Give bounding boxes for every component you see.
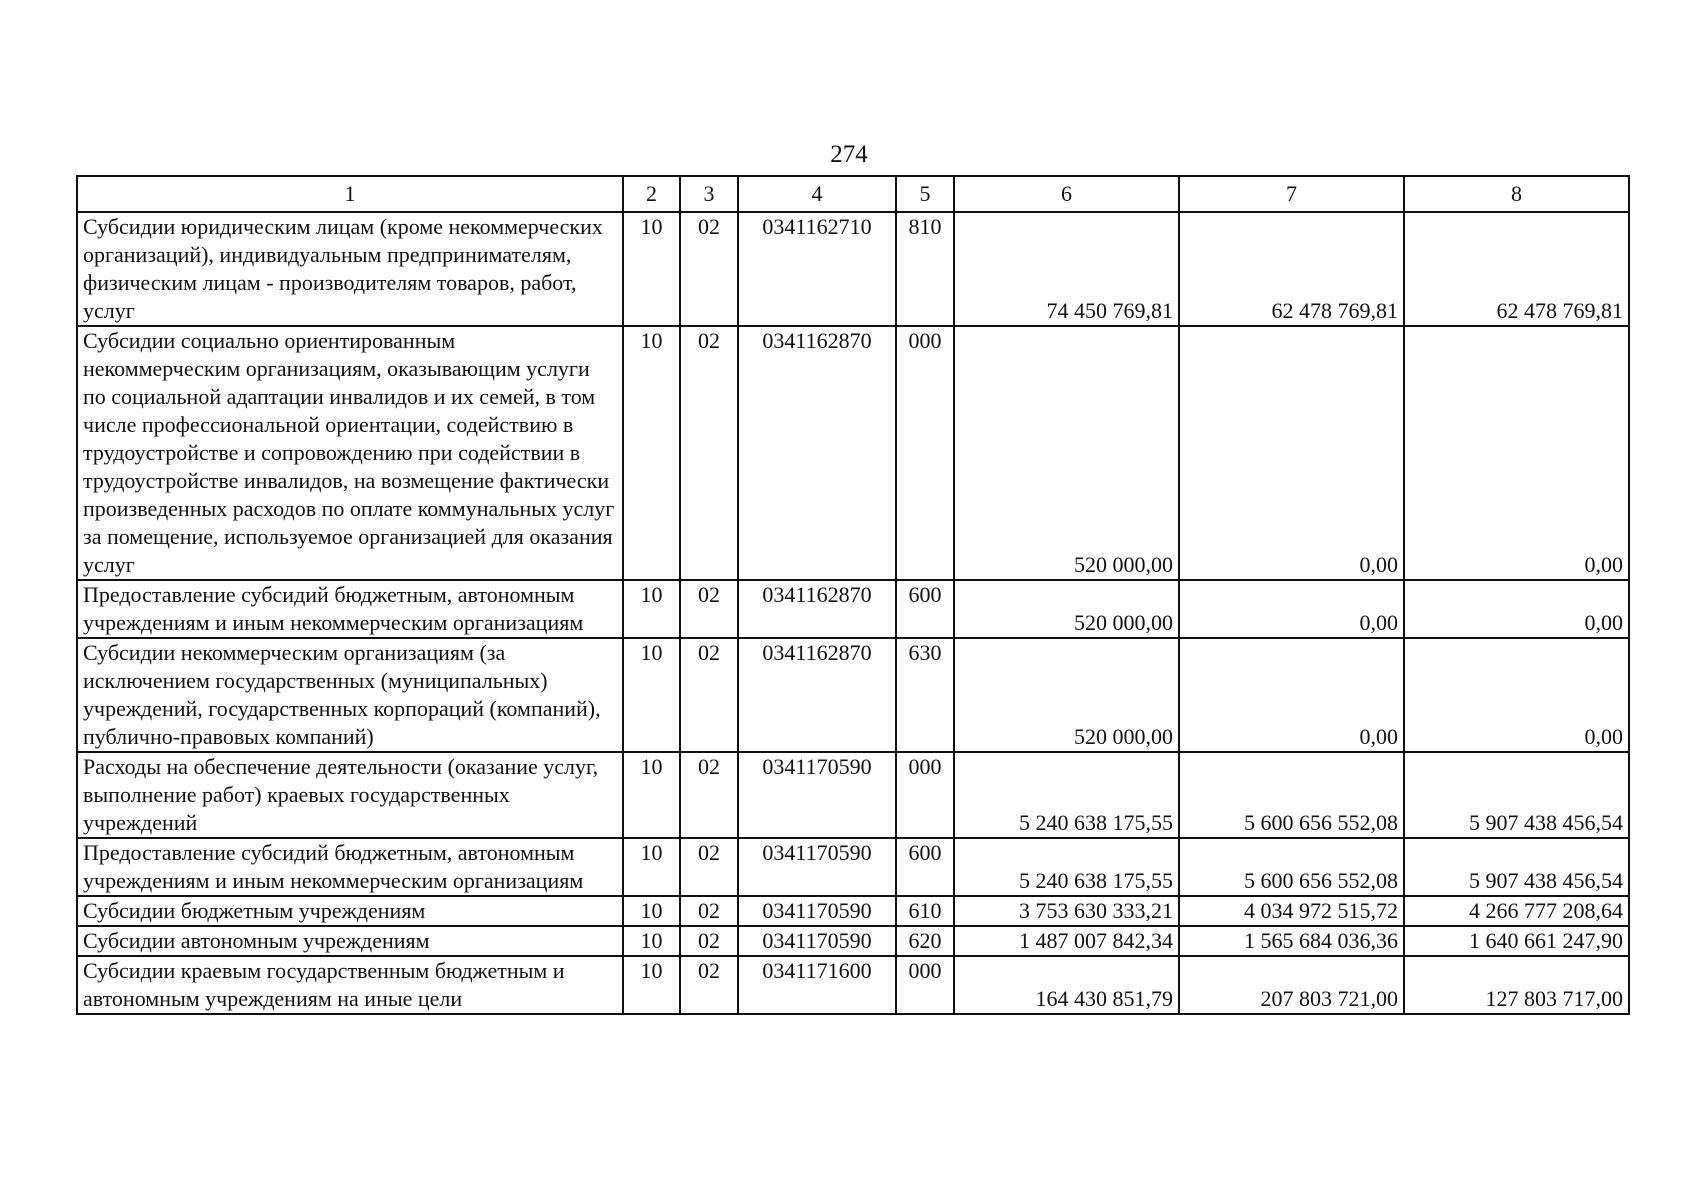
row-name: Субсидии бюджетным учреждениям [77,896,623,926]
amount-col8: 0,00 [1404,580,1629,638]
section-code: 10 [623,212,680,326]
row-name: Предоставление субсидий бюджетным, автономным учреждениям и иным некоммерческим организациям [77,838,623,896]
column-header: 1 [77,176,623,212]
column-header: 8 [1404,176,1629,212]
table-row [77,956,1629,1014]
table-row [77,638,1629,752]
target-code: 0341171600 [738,956,896,1014]
amount-col7: 0,00 [1179,580,1404,638]
section-code: 10 [623,956,680,1014]
amount-col6: 520 000,00 [954,580,1179,638]
amount-col6: 74 450 769,81 [954,212,1179,326]
page-number: 274 [830,141,868,168]
table-row [77,580,1629,638]
subsection-code: 02 [680,956,738,1014]
amount-col8: 5 907 438 456,54 [1404,752,1629,838]
expense-type-code: 810 [896,212,954,326]
amount-col6: 164 430 851,79 [954,956,1179,1014]
row-name: Предоставление субсидий бюджетным, автономным учреждениям и иным некоммерческим организациям [77,580,623,638]
section-code: 10 [623,638,680,752]
target-code: 0341162870 [738,638,896,752]
amount-col7: 0,00 [1179,326,1404,580]
table-row [77,326,1629,580]
target-code: 0341162870 [738,326,896,580]
amount-col6: 3 753 630 333,21 [954,896,1179,926]
amount-col8: 0,00 [1404,638,1629,752]
subsection-code: 02 [680,326,738,580]
table-row [77,896,1629,926]
column-header: 5 [896,176,954,212]
expense-type-code: 000 [896,326,954,580]
amount-col7: 0,00 [1179,638,1404,752]
amount-col8: 0,00 [1404,326,1629,580]
table-header-row [77,176,1629,212]
subsection-code: 02 [680,896,738,926]
section-code: 10 [623,580,680,638]
amount-col8: 127 803 717,00 [1404,956,1629,1014]
column-header: 2 [623,176,680,212]
subsection-code: 02 [680,580,738,638]
amount-col7: 207 803 721,00 [1179,956,1404,1014]
row-name: Субсидии краевым государственным бюджетным и автономным учреждениям на иные цели [77,956,623,1014]
expense-type-code: 000 [896,752,954,838]
subsection-code: 02 [680,926,738,956]
row-name: Субсидии некоммерческим организациям (за исключением государственных (муниципальных) учреждений, государственных корпораций (компаний), публично-правовых компаний) [77,638,623,752]
target-code: 0341170590 [738,752,896,838]
target-code: 0341170590 [738,838,896,896]
section-code: 10 [623,326,680,580]
column-header: 4 [738,176,896,212]
column-header: 6 [954,176,1179,212]
amount-col8: 1 640 661 247,90 [1404,926,1629,956]
amount-col7: 1 565 684 036,36 [1179,926,1404,956]
row-name: Субсидии социально ориентированным некоммерческим организациям, оказывающим услуги по социальной адаптации инвалидов и их семей, в том числе профессиональной ориентации, содействию в трудоустройстве и сопровождению при содействии в трудоустройстве инвалидов, на возмещение фактически произведенных расходов по оплате коммунальных услуг за помещение, используемое организацией для оказания услуг [77,326,623,580]
table-row [77,926,1629,956]
table-row [77,212,1629,326]
subsection-code: 02 [680,752,738,838]
amount-col6: 520 000,00 [954,326,1179,580]
budget-table [76,175,1630,1015]
table-row [77,752,1629,838]
amount-col7: 5 600 656 552,08 [1179,838,1404,896]
amount-col7: 4 034 972 515,72 [1179,896,1404,926]
amount-col6: 520 000,00 [954,638,1179,752]
column-header: 7 [1179,176,1404,212]
amount-col6: 1 487 007 842,34 [954,926,1179,956]
amount-col6: 5 240 638 175,55 [954,752,1179,838]
row-name: Субсидии автономным учреждениям [77,926,623,956]
expense-type-code: 610 [896,896,954,926]
target-code: 0341162870 [738,580,896,638]
amount-col6: 5 240 638 175,55 [954,838,1179,896]
section-code: 10 [623,838,680,896]
row-name: Расходы на обеспечение деятельности (оказание услуг, выполнение работ) краевых государственных учреждений [77,752,623,838]
subsection-code: 02 [680,638,738,752]
subsection-code: 02 [680,212,738,326]
column-header: 3 [680,176,738,212]
section-code: 10 [623,896,680,926]
expense-type-code: 620 [896,926,954,956]
expense-type-code: 630 [896,638,954,752]
amount-col8: 62 478 769,81 [1404,212,1629,326]
subsection-code: 02 [680,838,738,896]
table-row [77,838,1629,896]
row-name: Субсидии юридическим лицам (кроме некоммерческих организаций), индивидуальным предпринимателям, физическим лицам - производителям товаров, работ, услуг [77,212,623,326]
target-code: 0341162710 [738,212,896,326]
amount-col7: 5 600 656 552,08 [1179,752,1404,838]
section-code: 10 [623,752,680,838]
target-code: 0341170590 [738,896,896,926]
amount-col8: 5 907 438 456,54 [1404,838,1629,896]
amount-col8: 4 266 777 208,64 [1404,896,1629,926]
expense-type-code: 000 [896,956,954,1014]
target-code: 0341170590 [738,926,896,956]
section-code: 10 [623,926,680,956]
expense-type-code: 600 [896,838,954,896]
expense-type-code: 600 [896,580,954,638]
amount-col7: 62 478 769,81 [1179,212,1404,326]
